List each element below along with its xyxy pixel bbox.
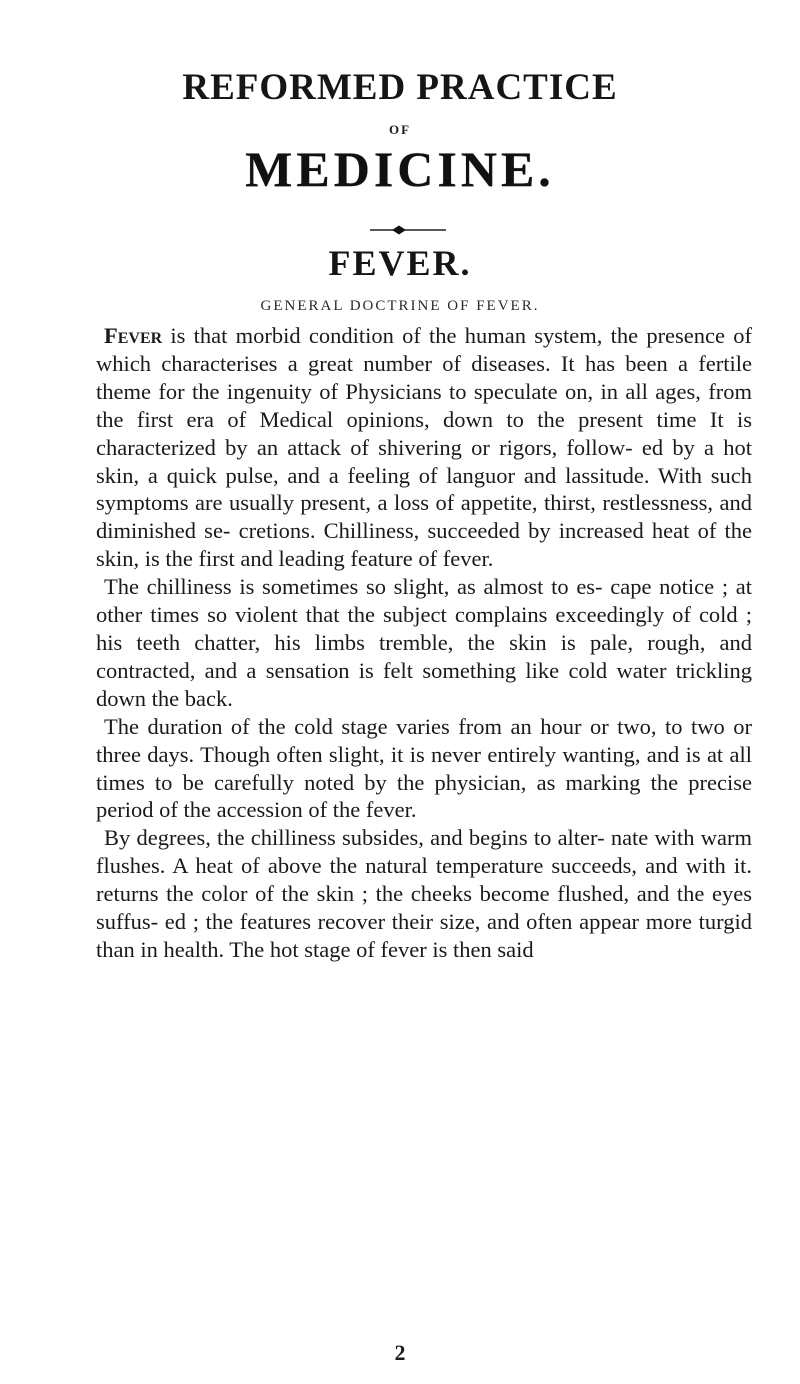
paragraph	[96, 573, 752, 713]
subsection-title: GENERAL DOCTRINE OF FEVER.	[260, 298, 540, 314]
paragraph	[96, 322, 752, 573]
divider-ornament-icon	[368, 224, 448, 236]
running-title: REFORMED PRACTICE	[182, 67, 618, 108]
body-text	[96, 322, 752, 964]
paragraph-text: The duration of the cold stage varies from an hour or two, to two or three days. Though often slight, it is never entirely wanting, and is at all times to be carefully noted by the physician, as marking the precise period of the accession of the fever.	[96, 713, 752, 823]
paragraph-text: The chilliness is sometimes so slight, as almost to es- cape notice ; at other times so violent that the subject complains exceedingly of cold ; his teeth chatter, his limbs tremble, the skin is pale, rough, and contracted, and a sensation is felt something like cold water trickling down the back.	[96, 574, 752, 711]
page-number: 2	[394, 1340, 406, 1365]
paragraph-text: By degrees, the chilliness subsides, and begins to alter- nate with warm flushes. A heat of above the natural temperature succeeds, and with it. returns the color of the skin ; the cheeks become flushed, and the eyes suffus- ed ; the features recover their size, and often appear more turgid than in health. The hot stage of fever is then said	[96, 825, 752, 962]
main-title: MEDICINE.	[245, 141, 555, 197]
paragraph-text: is that morbid condition of the human system, the presence of which characterises a great number of diseases. It has been a fertile theme for the ingenuity of Physicians to speculate on, in all ages, from the first era of Medical opinions, down to the present time It is characterized by an attack of shivering or rigors, follow- ed by a hot skin, a quick pulse, and a feeling of languor and lassitude. With such symptoms are usually present, a loss of appetite, thirst, restlessness, and diminished se- cretions. Chilliness, succeeded by increased heat of the skin, is the first and leading feature of fever.	[96, 323, 752, 572]
title-connector: OF	[388, 122, 412, 137]
paragraph	[96, 824, 752, 964]
paragraph-lead-word: Fever	[104, 323, 163, 348]
section-title: FEVER.	[328, 243, 472, 283]
paragraph	[96, 713, 752, 825]
